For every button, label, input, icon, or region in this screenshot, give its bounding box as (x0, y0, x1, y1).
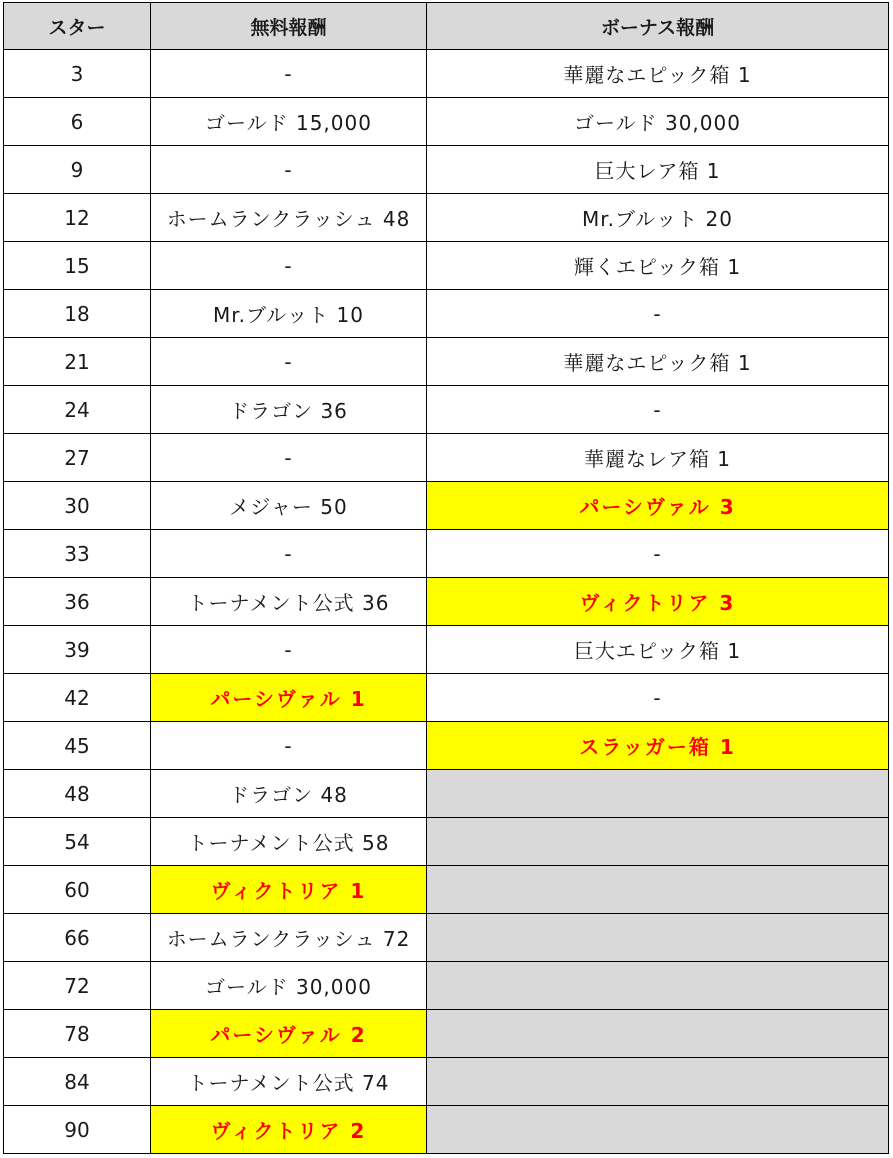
bonus-reward-empty-cell (427, 914, 889, 962)
bonus-reward-cell: パーシヴァル 3 (427, 482, 889, 530)
bonus-reward-cell: - (427, 386, 889, 434)
star-cell: 54 (4, 818, 151, 866)
bonus-reward-cell: 華麗なエピック箱 1 (427, 50, 889, 98)
star-cell: 18 (4, 290, 151, 338)
bonus-reward-empty-cell (427, 1106, 889, 1154)
free-reward-cell: - (151, 722, 427, 770)
bonus-reward-empty-cell (427, 1010, 889, 1058)
free-reward-cell: トーナメント公式 36 (151, 578, 427, 626)
table-row (4, 866, 889, 914)
star-cell: 15 (4, 242, 151, 290)
star-cell: 39 (4, 626, 151, 674)
bonus-reward-empty-cell (427, 1058, 889, 1106)
free-reward-cell: ドラゴン 48 (151, 770, 427, 818)
table-row (4, 962, 889, 1010)
table-row (4, 242, 889, 290)
bonus-reward-cell: - (427, 674, 889, 722)
table-row (4, 194, 889, 242)
bonus-reward-cell: - (427, 530, 889, 578)
bonus-reward-cell: 巨大レア箱 1 (427, 146, 889, 194)
free-reward-cell: Mr.ブルット 10 (151, 290, 427, 338)
table-row (4, 434, 889, 482)
bonus-reward-cell: 華麗なエピック箱 1 (427, 338, 889, 386)
free-reward-cell: - (151, 242, 427, 290)
star-cell: 36 (4, 578, 151, 626)
free-reward-cell: - (151, 434, 427, 482)
table-row (4, 530, 889, 578)
table-row (4, 50, 889, 98)
star-cell: 42 (4, 674, 151, 722)
bonus-reward-cell: スラッガー箱 1 (427, 722, 889, 770)
header-bonus-reward: ボーナス報酬 (427, 3, 889, 50)
free-reward-cell: メジャー 50 (151, 482, 427, 530)
star-cell: 30 (4, 482, 151, 530)
free-reward-cell: - (151, 338, 427, 386)
bonus-reward-cell: - (427, 290, 889, 338)
star-cell: 45 (4, 722, 151, 770)
free-reward-cell: - (151, 626, 427, 674)
star-cell: 66 (4, 914, 151, 962)
bonus-reward-empty-cell (427, 770, 889, 818)
table-row (4, 674, 889, 722)
bonus-reward-empty-cell (427, 818, 889, 866)
free-reward-cell: ホームランクラッシュ 48 (151, 194, 427, 242)
table-row (4, 914, 889, 962)
header-row (4, 3, 889, 50)
free-reward-cell: ホームランクラッシュ 72 (151, 914, 427, 962)
star-cell: 21 (4, 338, 151, 386)
free-reward-cell: ヴィクトリア 1 (151, 866, 427, 914)
free-reward-cell: トーナメント公式 58 (151, 818, 427, 866)
free-reward-cell: パーシヴァル 2 (151, 1010, 427, 1058)
table-row (4, 386, 889, 434)
table-row (4, 626, 889, 674)
bonus-reward-cell: 輝くエピック箱 1 (427, 242, 889, 290)
star-cell: 27 (4, 434, 151, 482)
star-cell: 48 (4, 770, 151, 818)
star-cell: 3 (4, 50, 151, 98)
table-row (4, 818, 889, 866)
free-reward-cell: - (151, 530, 427, 578)
star-cell: 24 (4, 386, 151, 434)
free-reward-cell: ヴィクトリア 2 (151, 1106, 427, 1154)
table-row (4, 1010, 889, 1058)
free-reward-cell: - (151, 146, 427, 194)
table-row (4, 98, 889, 146)
star-cell: 9 (4, 146, 151, 194)
bonus-reward-cell: Mr.ブルット 20 (427, 194, 889, 242)
free-reward-cell: ドラゴン 36 (151, 386, 427, 434)
star-cell: 78 (4, 1010, 151, 1058)
star-cell: 90 (4, 1106, 151, 1154)
table-row (4, 290, 889, 338)
star-cell: 6 (4, 98, 151, 146)
table-row (4, 722, 889, 770)
star-cell: 12 (4, 194, 151, 242)
table-row (4, 338, 889, 386)
bonus-reward-cell: 巨大エピック箱 1 (427, 626, 889, 674)
star-cell: 72 (4, 962, 151, 1010)
free-reward-cell: パーシヴァル 1 (151, 674, 427, 722)
free-reward-cell: トーナメント公式 74 (151, 1058, 427, 1106)
header-free-reward: 無料報酬 (151, 3, 427, 50)
header-star: スター (4, 3, 151, 50)
table-row (4, 578, 889, 626)
table-row (4, 482, 889, 530)
bonus-reward-empty-cell (427, 866, 889, 914)
bonus-reward-cell: ヴィクトリア 3 (427, 578, 889, 626)
table-row (4, 1106, 889, 1154)
free-reward-cell: ゴールド 30,000 (151, 962, 427, 1010)
table-row (4, 146, 889, 194)
reward-table (3, 2, 889, 1154)
star-cell: 84 (4, 1058, 151, 1106)
free-reward-cell: ゴールド 15,000 (151, 98, 427, 146)
table-row (4, 770, 889, 818)
star-cell: 60 (4, 866, 151, 914)
free-reward-cell: - (151, 50, 427, 98)
bonus-reward-cell: 華麗なレア箱 1 (427, 434, 889, 482)
bonus-reward-cell: ゴールド 30,000 (427, 98, 889, 146)
bonus-reward-empty-cell (427, 962, 889, 1010)
table-row (4, 1058, 889, 1106)
star-cell: 33 (4, 530, 151, 578)
